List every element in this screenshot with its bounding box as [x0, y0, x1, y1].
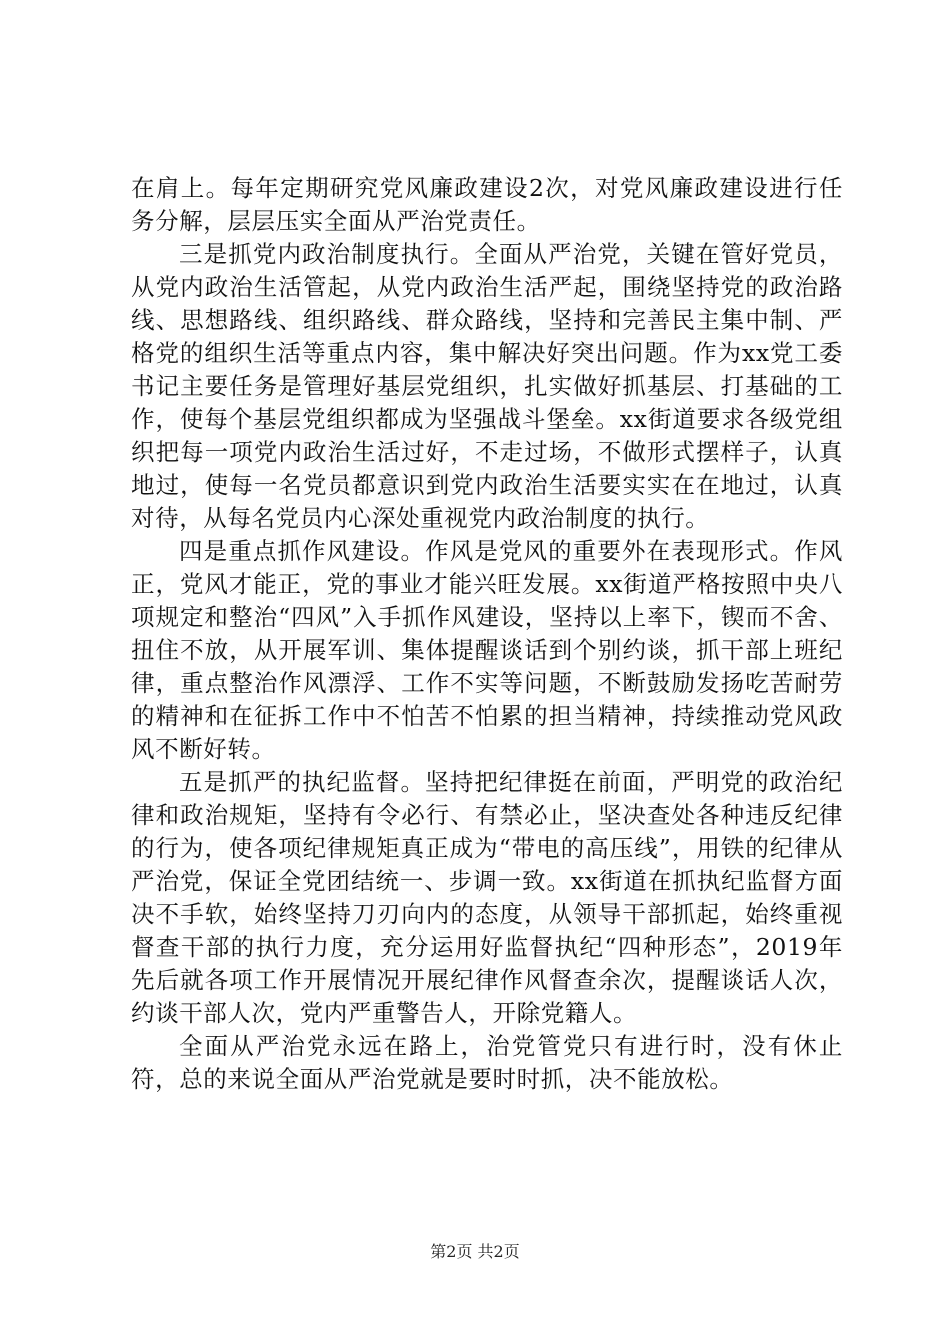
- paragraph-continuation: 在肩上。每年定期研究党风廉政建设2次，对党风廉政建设进行任务分解，层层压实全面从严治党责任。: [131, 174, 843, 235]
- paragraph-discipline-supervision: 五是抓严的执纪监督。坚持把纪律挺在前面，严明党的政治纪律和政治规矩，坚持有令必行、有禁必止，坚决查处各种违反纪律的行为，使各项纪律规矩真正成为“带电的高压线”，用铁的纪律从严治党，保证全党团结统一、步调一致。xx街道在抓执纪监督方面决不手软，始终坚持刀刃向内的态度，从领导干部抓起，始终重视督查干部的执行力度，充分运用好监督执纪“四种形态”，2019年先后就各项工作开展情况开展纪律作风督查余次，提醒谈话人次，约谈干部人次，党内严重警告人，开除党籍人。: [131, 768, 843, 1027]
- paragraph-political-system: 三是抓党内政治制度执行。全面从严治党，关键在管好党员，从党内政治生活管起，从党内政治生活严起，围绕坚持党的政治路线、思想路线、组织路线、群众路线，坚持和完善民主集中制、严格党的组织生活等重点内容，集中解决好突出问题。作为xx党工委书记主要任务是管理好基层党组织，扎实做好抓基层、打基础的工作，使每个基层党组织都成为坚强战斗堡垒。xx街道要求各级党组织把每一项党内政治生活过好，不走过场，不做形式摆样子，认真地过，使每一名党员都意识到党内政治生活要实实在在地过，认真对待，从每名党员内心深处重视党内政治制度的执行。: [131, 240, 843, 532]
- page-footer: 第2页 共2页: [430, 1242, 520, 1261]
- paragraph-work-style: 四是重点抓作风建设。作风是党风的重要外在表现形式。作风正，党风才能正，党的事业才能兴旺发展。xx街道严格按照中央八项规定和整治“四风”入手抓作风建设，坚持以上率下，锲而不舍、扭住不放，从开展军训、集体提醒谈话到个别约谈，抓干部上班纪律，重点整治作风漂浮、工作不实等问题，不断鼓励发扬吃苦耐劳的精神和在征拆工作中不怕苦不怕累的担当精神，持续推动党风政风不断好转。: [131, 537, 843, 763]
- document-body: [131, 172, 843, 1096]
- paragraph-conclusion: 全面从严治党永远在路上，治党管党只有进行时，没有休止符，总的来说全面从严治党就是要时时抓，决不能放松。: [131, 1032, 843, 1093]
